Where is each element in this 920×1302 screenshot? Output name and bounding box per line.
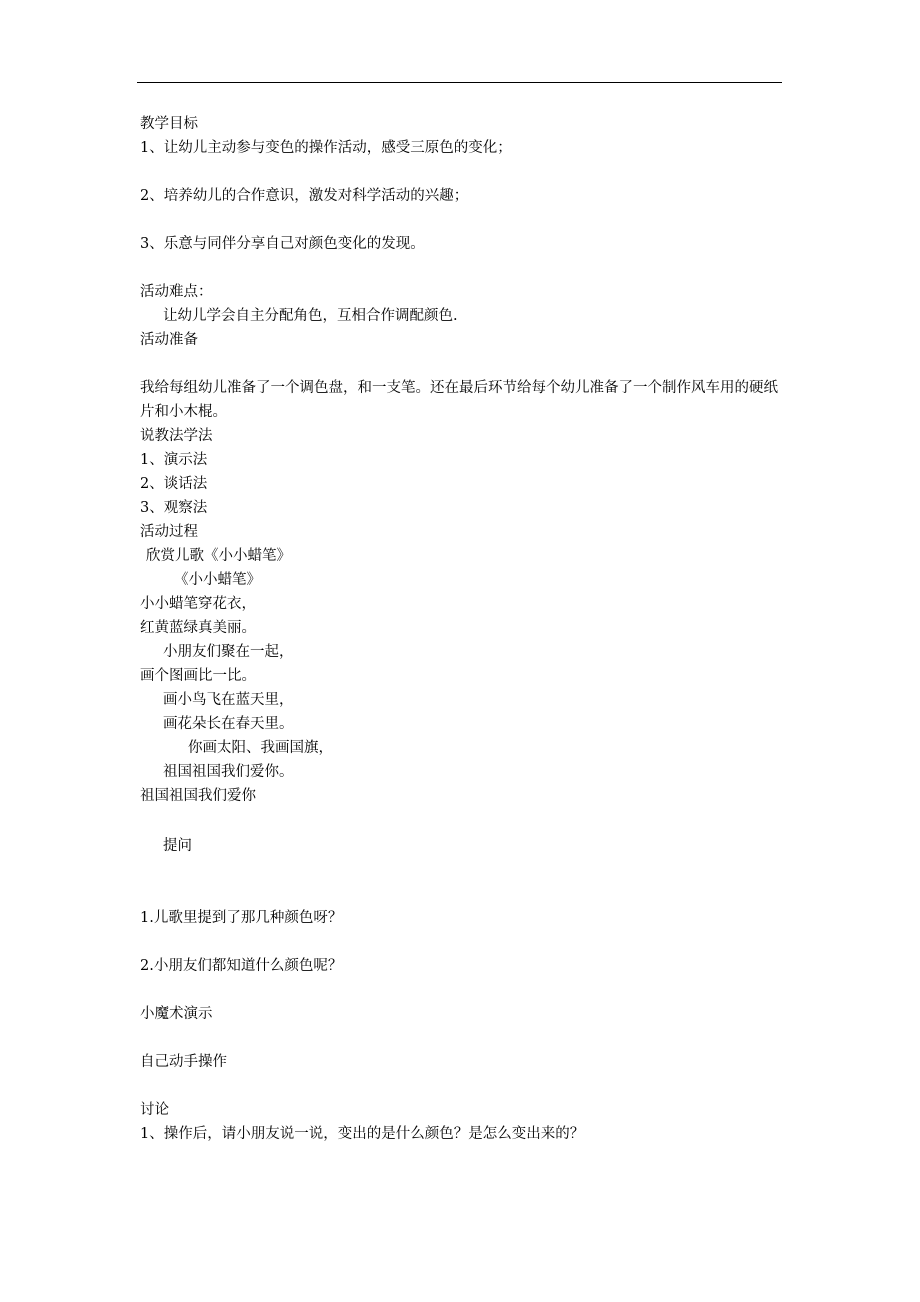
objective-item-2: 2、培养幼儿的合作意识，激发对科学活动的兴趣；: [140, 188, 469, 204]
question-item-2: 2.小朋友们都知道什么颜色呢？: [140, 958, 343, 974]
subheading-discussion: 讨论: [140, 1102, 169, 1118]
section-heading-preparation: 活动准备: [140, 332, 198, 348]
poem-title: 《小小蜡笔》: [174, 572, 261, 588]
process-step-song: 欣赏儿歌《小小蜡笔》: [146, 548, 291, 564]
subheading-questions: 提问: [163, 838, 192, 854]
poem-line-9: 祖国祖国我们爱你: [140, 788, 256, 804]
poem-line-2: 红黄蓝绿真美丽。: [140, 620, 256, 636]
discussion-item-1: 1、操作后，请小朋友说一说，变出的是什么颜色？是怎么变出来的？: [140, 1126, 585, 1142]
preparation-text: 我给每组幼儿准备了一个调色盘，和一支笔。还在最后环节给每个幼儿准备了一个制作风车用的硬纸片和小木棍。: [140, 380, 778, 420]
poem-line-8: 祖国祖国我们爱你。: [163, 764, 294, 780]
poem-line-7: 你画太阳、我画国旗，: [188, 740, 333, 756]
poem-line-5: 画小鸟飞在蓝天里，: [163, 692, 294, 708]
poem-line-3: 小朋友们聚在一起，: [163, 644, 294, 660]
poem-line-6: 画花朵长在春天里。: [163, 716, 294, 732]
section-heading-difficulty: 活动难点：: [140, 284, 213, 300]
header-rule: [137, 82, 782, 83]
section-heading-objectives: 教学目标: [140, 116, 198, 132]
method-item-1: 1、演示法: [140, 452, 208, 468]
poem-line-1: 小小蜡笔穿花衣，: [140, 596, 256, 612]
method-item-2: 2、谈话法: [140, 476, 208, 492]
section-heading-methods: 说教法学法: [140, 428, 213, 444]
poem-line-4: 画个图画比一比。: [140, 668, 256, 684]
question-item-1: 1.儿歌里提到了那几种颜色呀？: [140, 910, 343, 926]
method-item-3: 3、观察法: [140, 500, 208, 516]
objective-item-3: 3、乐意与同伴分享自己对颜色变化的发现。: [140, 236, 425, 252]
objective-item-1: 1、让幼儿主动参与变色的操作活动，感受三原色的变化；: [140, 140, 512, 156]
section-heading-process: 活动过程: [140, 524, 198, 540]
difficulty-text: 让幼儿学会自主分配角色，互相合作调配颜色.: [163, 308, 458, 324]
subheading-magic-demo: 小魔术演示: [140, 1006, 213, 1022]
subheading-hands-on: 自己动手操作: [140, 1054, 227, 1070]
